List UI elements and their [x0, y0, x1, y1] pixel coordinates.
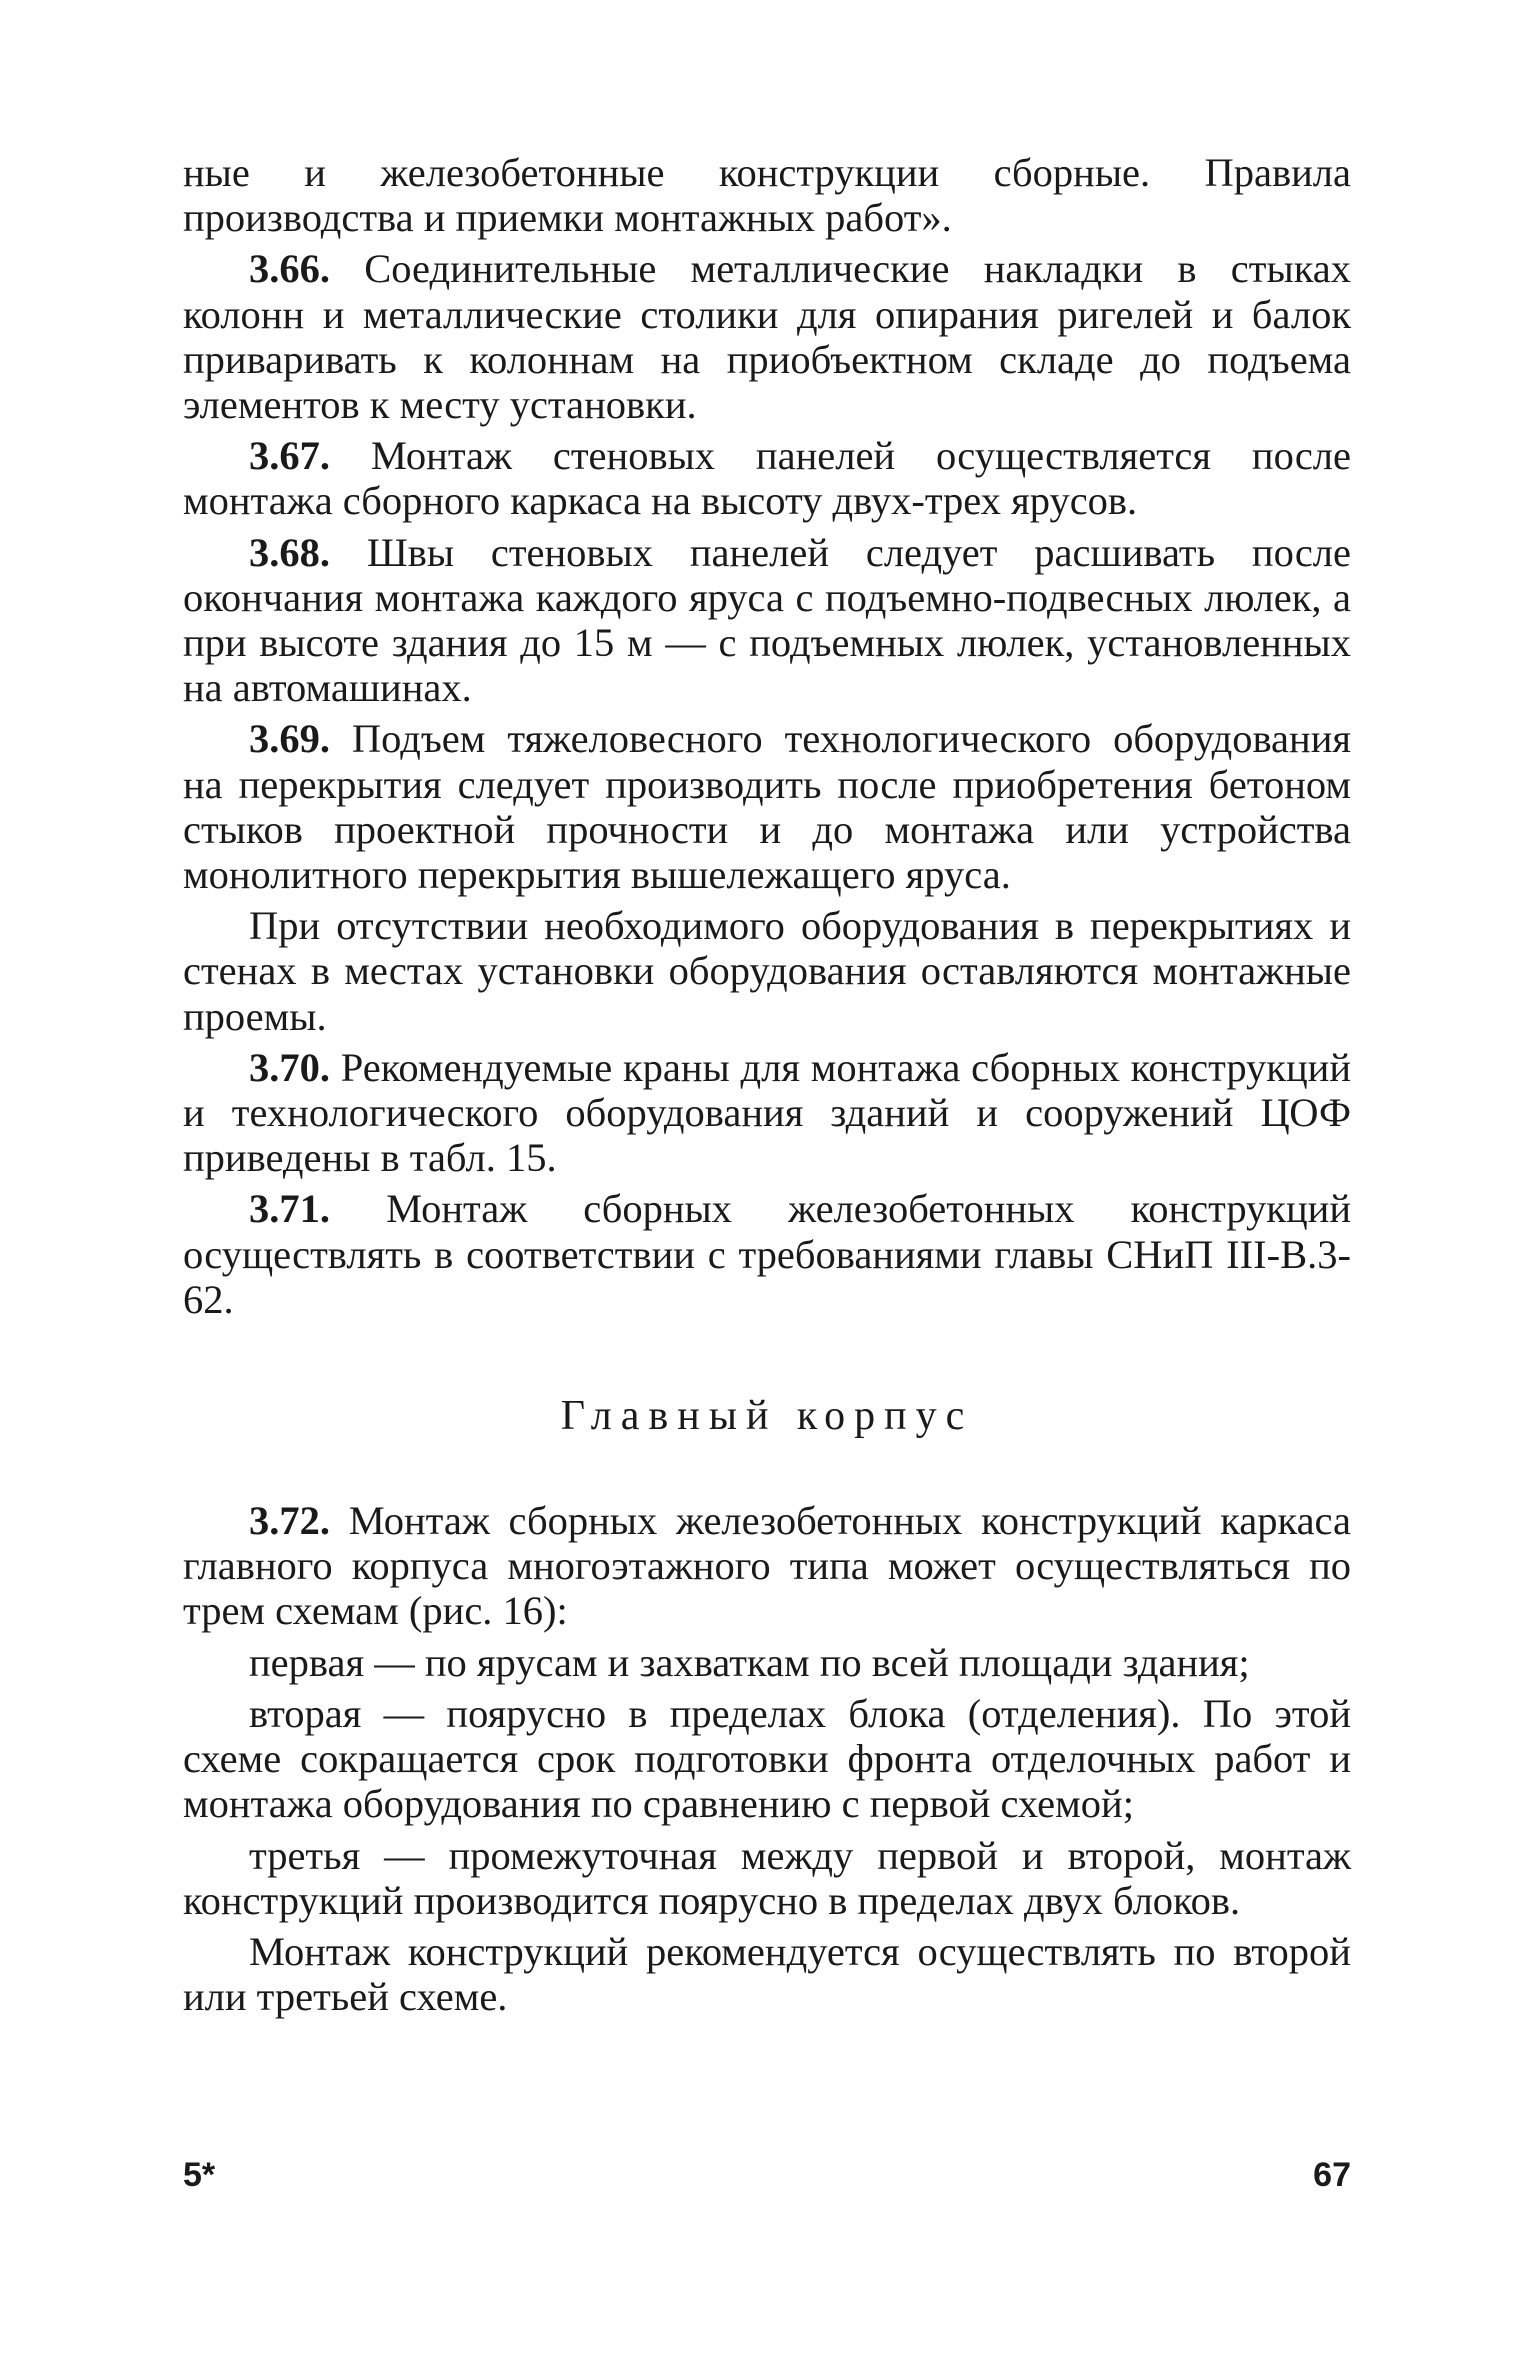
paragraph-continuation: [183, 150, 1351, 240]
paragraph-number: 3.68.: [249, 529, 330, 575]
page-number: 67: [1313, 2156, 1351, 2194]
paragraph-number: 3.66.: [249, 246, 330, 292]
paragraph-3-71: [183, 1186, 1351, 1322]
paragraph-number: 3.71.: [249, 1186, 330, 1232]
paragraph-number: 3.72.: [249, 1498, 330, 1544]
paragraph-scheme-third: [183, 1833, 1351, 1923]
paragraph-openings: [183, 903, 1351, 1039]
section-heading: Главный корпус: [560, 1393, 974, 1440]
paragraph-number: 3.70.: [249, 1044, 330, 1090]
paragraph-number: 3.67.: [249, 433, 330, 479]
paragraph-recommendation: [183, 1929, 1351, 2019]
paragraph-3-68: [183, 530, 1351, 711]
page-body: [183, 150, 1351, 2025]
paragraph-text: Соединительные металлические накладки в стыках колонн и металлические столики для опирания ригелей и балок приваривать к колоннам на приобъектном складе до подъема элементов к месту установки.: [183, 246, 1351, 428]
paragraph-text: первая — по ярусам и захваткам по всей площади здания;: [249, 1639, 1250, 1685]
paragraph-text: ные и железобетонные конструкции сборные. Правила производства и приемки монтажных работ».: [183, 150, 1351, 241]
paragraph-text: Монтаж сборных железобетонных конструкций осуществлять в соответствии с требованиями главы СНиП III-В.3-62.: [183, 1186, 1351, 1322]
paragraph-text: При отсутствии необходимого оборудования в перекрытиях и стенах в местах установки оборудования оставляются монтажные проемы.: [183, 903, 1351, 1039]
paragraph-3-69: [183, 716, 1351, 897]
paragraph-3-66: [183, 246, 1351, 427]
signature-mark: 5*: [183, 2156, 216, 2194]
paragraph-number: 3.69.: [249, 716, 330, 762]
paragraph-text: Монтаж конструкций рекомендуется осуществлять по второй или третьей схеме.: [183, 1928, 1351, 2020]
paragraph-text: третья — промежуточная между первой и второй, монтаж конструкций производится поярусно в пределах двух блоков.: [183, 1832, 1351, 1923]
paragraph-text: вторая — поярусно в пределах блока (отделения). По этой схеме сокращается срок подготовки фронта отделочных работ и монтажа оборудования по сравнению с первой схемой;: [183, 1690, 1351, 1827]
paragraph-text: Рекомендуемые краны для монтажа сборных конструкций и технологического оборудования зданий и сооружений ЦОФ приведены в табл. 15.: [183, 1044, 1351, 1181]
paragraph-3-67: [183, 433, 1351, 523]
paragraph-text: Швы стеновых панелей следует расшивать после окончания монтажа каждого яруса с подъемно-подвесных люлек, а при высоте здания до 15 м — с подъемных люлек, установленных на автомашинах.: [183, 529, 1351, 711]
paragraph-scheme-first: [183, 1640, 1351, 1685]
paragraph-scheme-second: [183, 1691, 1351, 1827]
paragraph-3-70: [183, 1045, 1351, 1181]
paragraph-3-72: [183, 1498, 1351, 1634]
paragraph-text: Подъем тяжеловесного технологического оборудования на перекрытия следует производить после приобретения бетоном стыков проектной прочности и до монтажа или устройства монолитного перекрытия вышележащего яруса.: [183, 716, 1351, 898]
paragraph-text: Монтаж сборных железобетонных конструкций каркаса главного корпуса многоэтажного типа может осуществляться по трем схемам (рис. 16):: [183, 1498, 1351, 1634]
paragraph-text: Монтаж стеновых панелей осуществляется после монтажа сборного каркаса на высоту двух-трех ярусов.: [183, 433, 1351, 524]
page-footer: [183, 2156, 1351, 2206]
